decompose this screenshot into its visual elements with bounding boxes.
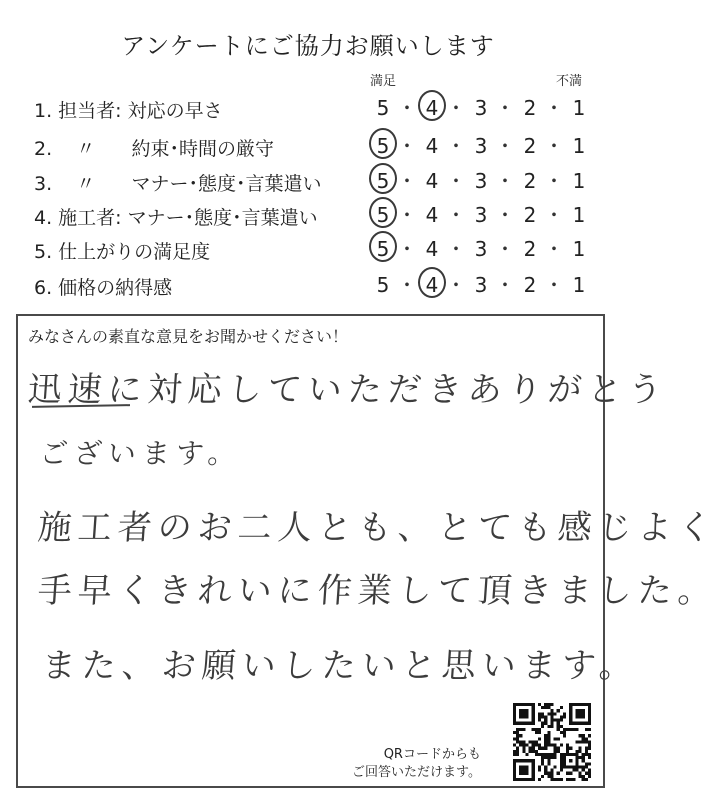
rating-scale — [370, 234, 584, 264]
rating-separator: ･ — [549, 169, 559, 193]
rating-option[interactable]: 2 — [523, 134, 537, 158]
rating-option[interactable]: 4 — [425, 96, 439, 120]
rating-option[interactable]: 2 — [523, 96, 537, 120]
rating-scale — [370, 93, 584, 123]
qr-caption-line-2: ご回答いただけます。 — [352, 765, 481, 780]
rating-separator: ･ — [451, 203, 461, 227]
qr-caption — [352, 746, 481, 782]
rating-separator: ･ — [402, 203, 412, 227]
question-label: 4. 施工者: マナー･態度･言葉遣い — [34, 207, 318, 229]
rating-separator: ･ — [451, 273, 461, 297]
rating-separator: ･ — [451, 134, 461, 158]
rating-separator: ･ — [451, 237, 461, 261]
rating-separator: ･ — [451, 169, 461, 193]
rating-option[interactable]: 3 — [474, 237, 488, 261]
rating-option[interactable]: 5 — [376, 169, 390, 193]
rating-separator: ･ — [402, 237, 412, 261]
rating-option[interactable]: 4 — [425, 203, 439, 227]
rating-option[interactable]: 2 — [523, 203, 537, 227]
rating-separator: ･ — [500, 134, 510, 158]
rating-separator: ･ — [402, 273, 412, 297]
question-label: 6. 価格の納得感 — [34, 277, 173, 299]
comment-line-4: 手早くきれいに作業して頂きました。 — [36, 571, 720, 611]
rating-option[interactable]: 1 — [572, 134, 586, 158]
rating-scale — [370, 200, 584, 230]
comment-line-5: また、お願いしたいと思います。 — [40, 646, 641, 686]
rating-option[interactable]: 5 — [376, 96, 390, 120]
rating-option[interactable]: 4 — [425, 273, 439, 297]
rating-separator: ･ — [500, 96, 510, 120]
comment-line-3: 施工者のお二人とも、とても感じよく — [36, 508, 720, 548]
rating-option[interactable]: 1 — [572, 273, 586, 297]
rating-separator: ･ — [500, 203, 510, 227]
rating-option[interactable]: 1 — [572, 237, 586, 261]
question-label: 2. 〃 約束･時間の厳守 — [34, 138, 275, 160]
comment-line-1: 迅速に対応していただきありがとう — [26, 370, 670, 410]
rating-option[interactable]: 3 — [474, 273, 488, 297]
rating-option[interactable]: 3 — [474, 203, 488, 227]
rating-separator: ･ — [549, 237, 559, 261]
rating-option[interactable]: 2 — [523, 273, 537, 297]
qr-code-icon[interactable] — [513, 703, 591, 781]
rating-option[interactable]: 5 — [376, 203, 390, 227]
rating-option[interactable]: 2 — [523, 237, 537, 261]
rating-option[interactable]: 5 — [376, 237, 390, 261]
rating-separator: ･ — [549, 273, 559, 297]
rating-separator: ･ — [500, 169, 510, 193]
rating-scale — [370, 166, 584, 196]
rating-option[interactable]: 3 — [474, 96, 488, 120]
rating-option[interactable]: 4 — [425, 134, 439, 158]
rating-option[interactable]: 1 — [572, 96, 586, 120]
rating-separator: ･ — [500, 273, 510, 297]
rating-separator: ･ — [549, 96, 559, 120]
scale-low-label: 不満 — [556, 74, 583, 89]
scale-high-label: 満足 — [370, 74, 397, 89]
rating-separator: ･ — [549, 134, 559, 158]
rating-option[interactable]: 3 — [474, 134, 488, 158]
question-label: 1. 担当者: 対応の早さ — [34, 100, 223, 122]
rating-option[interactable]: 4 — [425, 237, 439, 261]
survey-title: アンケートにご協力お願いします — [121, 32, 495, 60]
rating-separator: ･ — [500, 237, 510, 261]
question-label: 3. 〃 マナー･態度･言葉遣い — [34, 173, 322, 195]
rating-option[interactable]: 3 — [474, 169, 488, 193]
rating-separator: ･ — [549, 203, 559, 227]
comment-line-2: ございます。 — [38, 437, 243, 470]
rating-separator: ･ — [451, 96, 461, 120]
comment-prompt: みなさんの素直な意見をお聞かせください！ — [28, 327, 349, 346]
rating-option[interactable]: 1 — [572, 203, 586, 227]
rating-option[interactable]: 2 — [523, 169, 537, 193]
rating-scale — [370, 131, 584, 161]
rating-option[interactable]: 5 — [376, 273, 390, 297]
rating-separator: ･ — [402, 96, 412, 120]
rating-option[interactable]: 1 — [572, 169, 586, 193]
rating-separator: ･ — [402, 134, 412, 158]
qr-caption-line-1: QRコードからも — [383, 747, 481, 762]
rating-option[interactable]: 4 — [425, 169, 439, 193]
rating-option[interactable]: 5 — [376, 134, 390, 158]
question-label: 5. 仕上がりの満足度 — [34, 241, 211, 263]
rating-scale — [370, 270, 584, 300]
rating-separator: ･ — [402, 169, 412, 193]
